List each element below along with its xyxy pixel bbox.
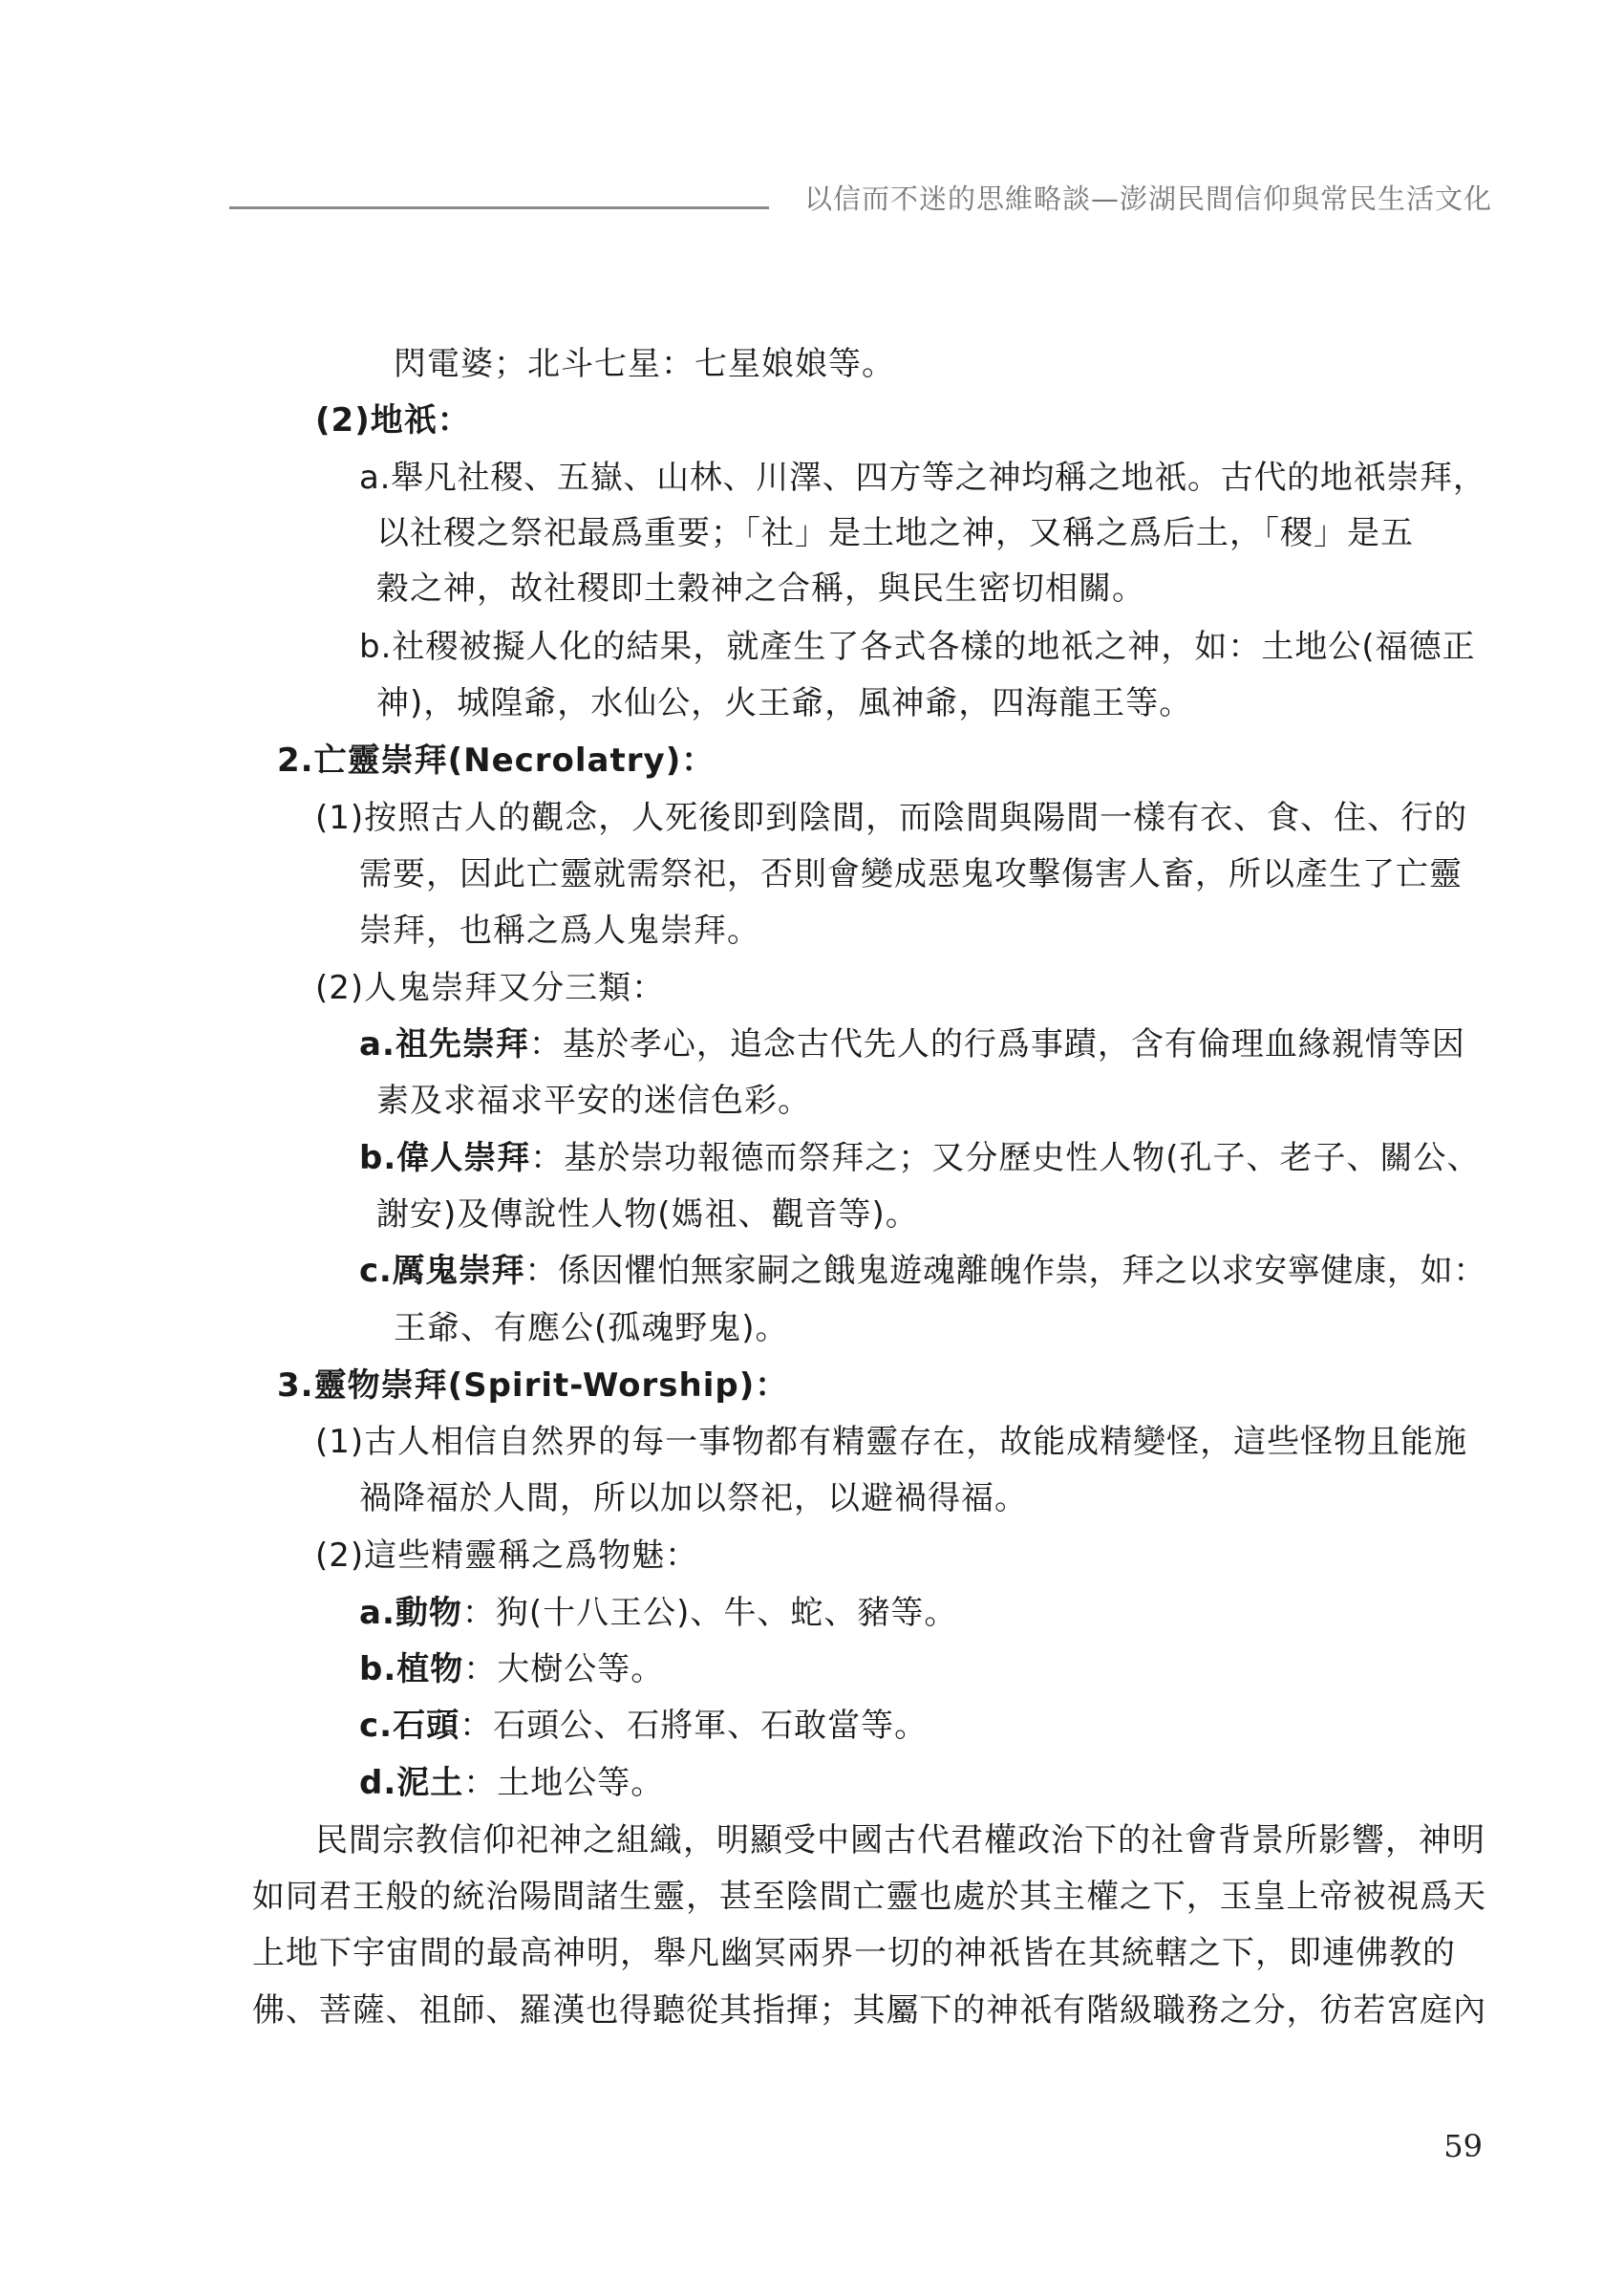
text-line: 謝安)及傳說性人物(媽祖、觀音等)。 <box>376 1195 919 1234</box>
term-description: ：係因懼怕無家嗣之餓鬼遊魂離魄作祟，拜之以求安寧健康，如： <box>524 1252 1487 1290</box>
section-heading: 3.靈物崇拜(Spirit-Worship)： <box>277 1366 789 1405</box>
text-line: (1)古人相信自然界的每一事物都有精靈存在，故能成精變怪，這些怪物且能施 <box>315 1423 1468 1461</box>
text-line: 穀之神，故社稷即土穀神之合稱，與民生密切相關。 <box>376 570 1145 608</box>
text-line <box>359 1137 1481 1179</box>
text-line: 以社稷之祭祀最爲重要；「社」是土地之神，又稱之爲后土，「稷」是五 <box>376 514 1414 552</box>
term-description: ：基於孝心，追念古代先人的行爲事蹟，含有倫理血緣親情等因 <box>528 1025 1465 1064</box>
text-line: 崇拜，也稱之爲人鬼崇拜。 <box>359 912 760 950</box>
text-line <box>359 1705 928 1747</box>
text-line <box>359 1648 664 1690</box>
text-line: a.舉凡社稷、五嶽、山林、川澤、四方等之神均稱之地祇。古代的地祇崇拜， <box>359 459 1486 497</box>
term-label: b.偉人崇拜 <box>359 1139 531 1177</box>
term-description: ：土地公等。 <box>463 1764 665 1802</box>
text-line: 素及求福求平安的迷信色彩。 <box>376 1082 811 1120</box>
term-label: d.泥土 <box>359 1764 464 1802</box>
text-line: (2)人鬼崇拜又分三類： <box>315 969 666 1007</box>
running-header: 以信而不迷的思維略談—澎湖民間信仰與常民生活文化 <box>803 183 1492 215</box>
subheading: (2)地祇： <box>315 401 471 440</box>
term-description: ：石頭公、石將軍、石敢當等。 <box>459 1707 929 1745</box>
text-line: b.社稷被擬人化的結果，就產生了各式各樣的地祇之神，如：土地公(福德正 <box>359 628 1476 666</box>
section-heading: 2.亡靈崇拜(Necrolatry)： <box>277 741 716 780</box>
paragraph-line: 如同君王般的統治陽間諸生靈，甚至陰間亡靈也處於其主權之下，玉皇上帝被視爲天 <box>252 1878 1486 1916</box>
text-line <box>359 1762 664 1804</box>
text-line: (2)這些精靈稱之爲物魅： <box>315 1537 699 1575</box>
paragraph-line: 上地下宇宙間的最高神明，舉凡幽冥兩界一切的神祇皆在其統轄之下，即連佛教的 <box>252 1934 1456 1972</box>
term-description: ：基於崇功報德而祭拜之；又分歷史性人物(孔子、老子、關公、 <box>530 1139 1481 1177</box>
text-line: 王爺、有應公(孤魂野鬼)。 <box>394 1309 789 1347</box>
text-line: 神)，城隍爺，水仙公，火王爺，風神爺，四海龍王等。 <box>376 684 1193 722</box>
page-number: 59 <box>1443 2128 1483 2164</box>
text-line: (1)按照古人的觀念，人死後即到陰間，而陰間與陽間一樣有衣、食、住、行的 <box>315 799 1468 837</box>
term-label: b.植物 <box>359 1650 464 1688</box>
paragraph-line: 民間宗教信仰祀神之組織，明顯受中國古代君權政治下的社會背景所影響，神明 <box>315 1821 1485 1859</box>
text-line: 需要，因此亡靈就需祭祀，否則會變成惡鬼攻擊傷害人畜，所以產生了亡靈 <box>359 855 1463 893</box>
text-line: 閃電婆；北斗七星：七星娘娘等。 <box>394 345 895 383</box>
header-rule <box>229 206 769 209</box>
paragraph-line: 佛、菩薩、祖師、羅漢也得聽從其指揮；其屬下的神祇有階級職務之分，彷若宮庭內 <box>252 1991 1486 2030</box>
term-label: c.厲鬼崇拜 <box>359 1252 525 1290</box>
text-line <box>359 1592 957 1634</box>
term-description: ：狗(十八王公)、牛、蛇、豬等。 <box>461 1594 958 1632</box>
term-label: a.動物 <box>359 1594 462 1632</box>
term-label: a.祖先崇拜 <box>359 1025 529 1064</box>
text-line: 禍降福於人間，所以加以祭祀，以避禍得福。 <box>359 1479 1028 1517</box>
term-description: ：大樹公等。 <box>463 1650 665 1688</box>
text-line <box>359 1250 1486 1292</box>
text-line <box>359 1023 1465 1065</box>
term-label: c.石頭 <box>359 1707 460 1745</box>
